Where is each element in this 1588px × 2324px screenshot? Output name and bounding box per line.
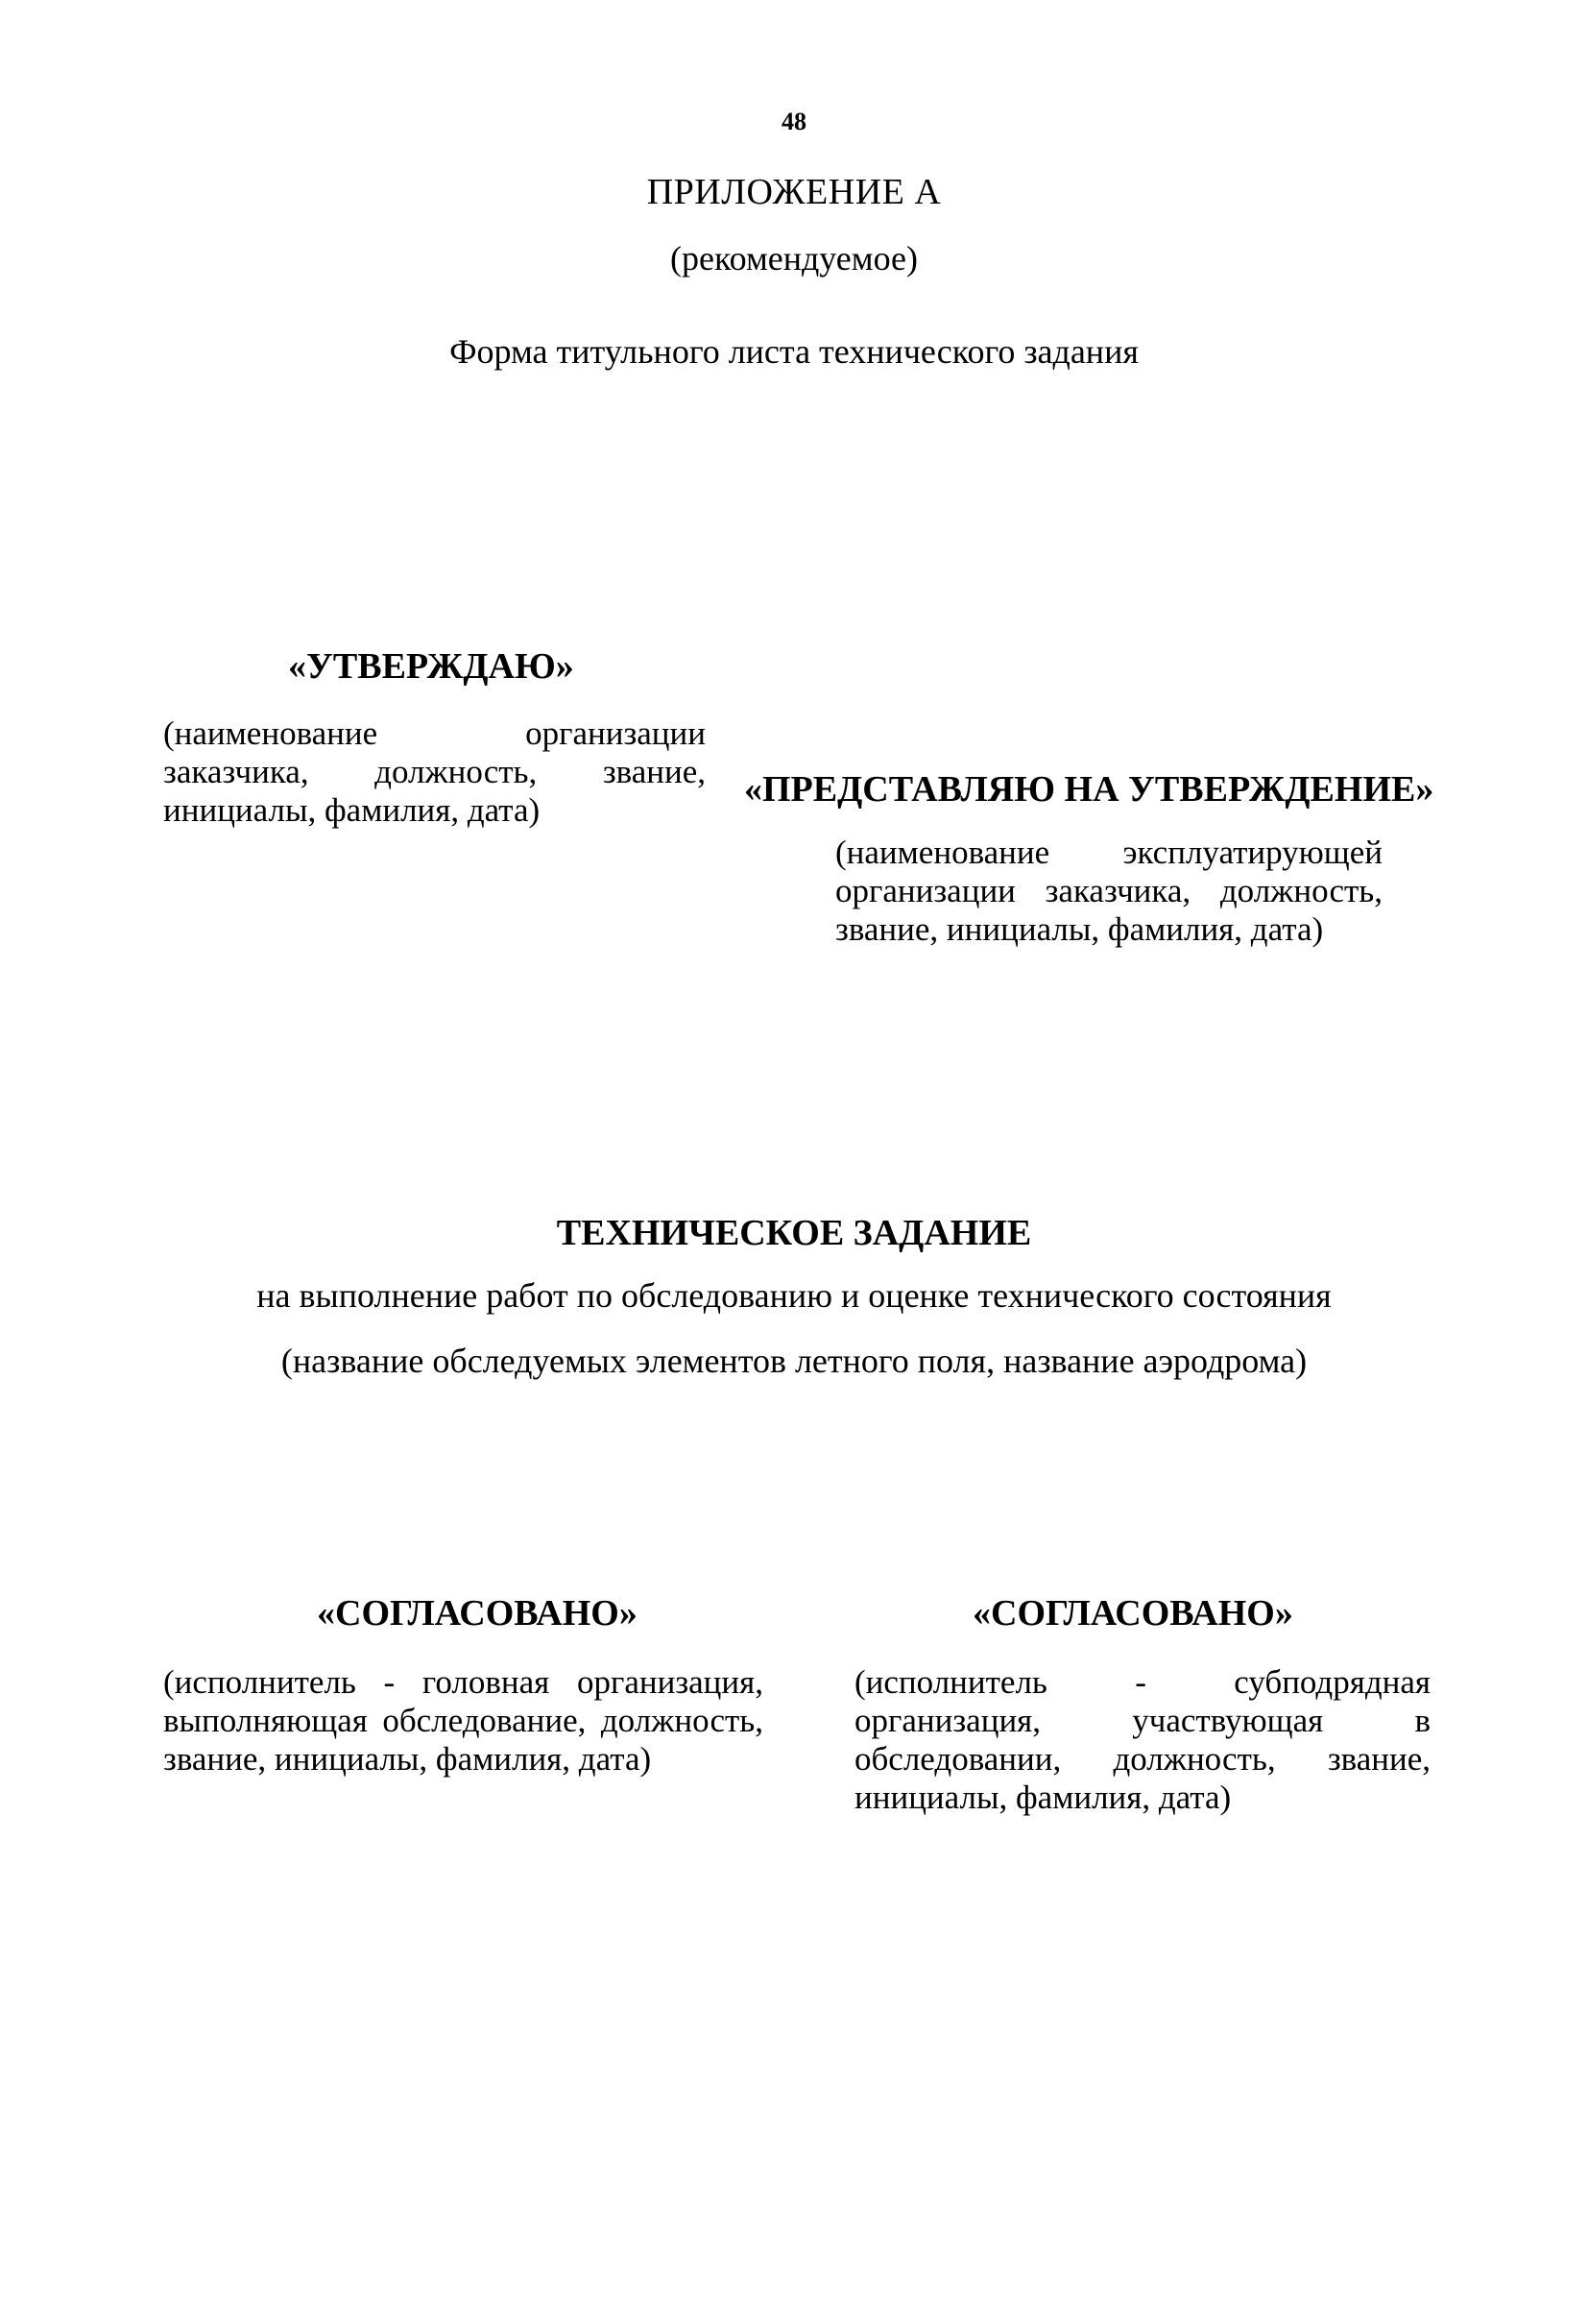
- form-title: Форма титульного листа технического задания: [449, 332, 1139, 371]
- appendix-subtitle: (рекомендуемое): [670, 239, 918, 278]
- page-number: 48: [782, 108, 806, 135]
- agreed-right-heading: «СОГЛАСОВАНО»: [973, 1593, 1293, 1634]
- technical-task-object-name: (название обследуемых элементов летного поля, название аэродрома): [280, 1342, 1308, 1380]
- approve-heading: «УТВЕРЖДАЮ»: [288, 646, 574, 687]
- technical-task-purpose: на выполнение работ по обследованию и оценке технического состояния: [256, 1276, 1332, 1315]
- technical-task-title: ТЕХНИЧЕСКОЕ ЗАДАНИЕ: [556, 1213, 1032, 1253]
- agreed-left-heading: «СОГЛАСОВАНО»: [317, 1593, 638, 1634]
- appendix-title: ПРИЛОЖЕНИЕ А: [646, 172, 942, 212]
- agreed-left-description: (исполнитель - головная организация, выполняющая обследование, должность, звание, инициалы, фамилия, дата): [163, 1663, 763, 1778]
- submit-for-approval-heading: «ПРЕДСТАВЛЯЮ НА УТВЕРЖДЕНИЕ»: [744, 769, 1434, 810]
- approve-description: (наименование организации заказчика, должность, звание, инициалы, фамилия, дата): [163, 714, 706, 829]
- agreed-right-description: (исполнитель - субподрядная организация, участвующая в обследовании, должность, звание, инициалы, фамилия, дата): [854, 1663, 1431, 1816]
- submit-for-approval-description: (наименование эксплуатирующей организации заказчика, должность, звание, инициалы, фамилия, дата): [835, 834, 1383, 948]
